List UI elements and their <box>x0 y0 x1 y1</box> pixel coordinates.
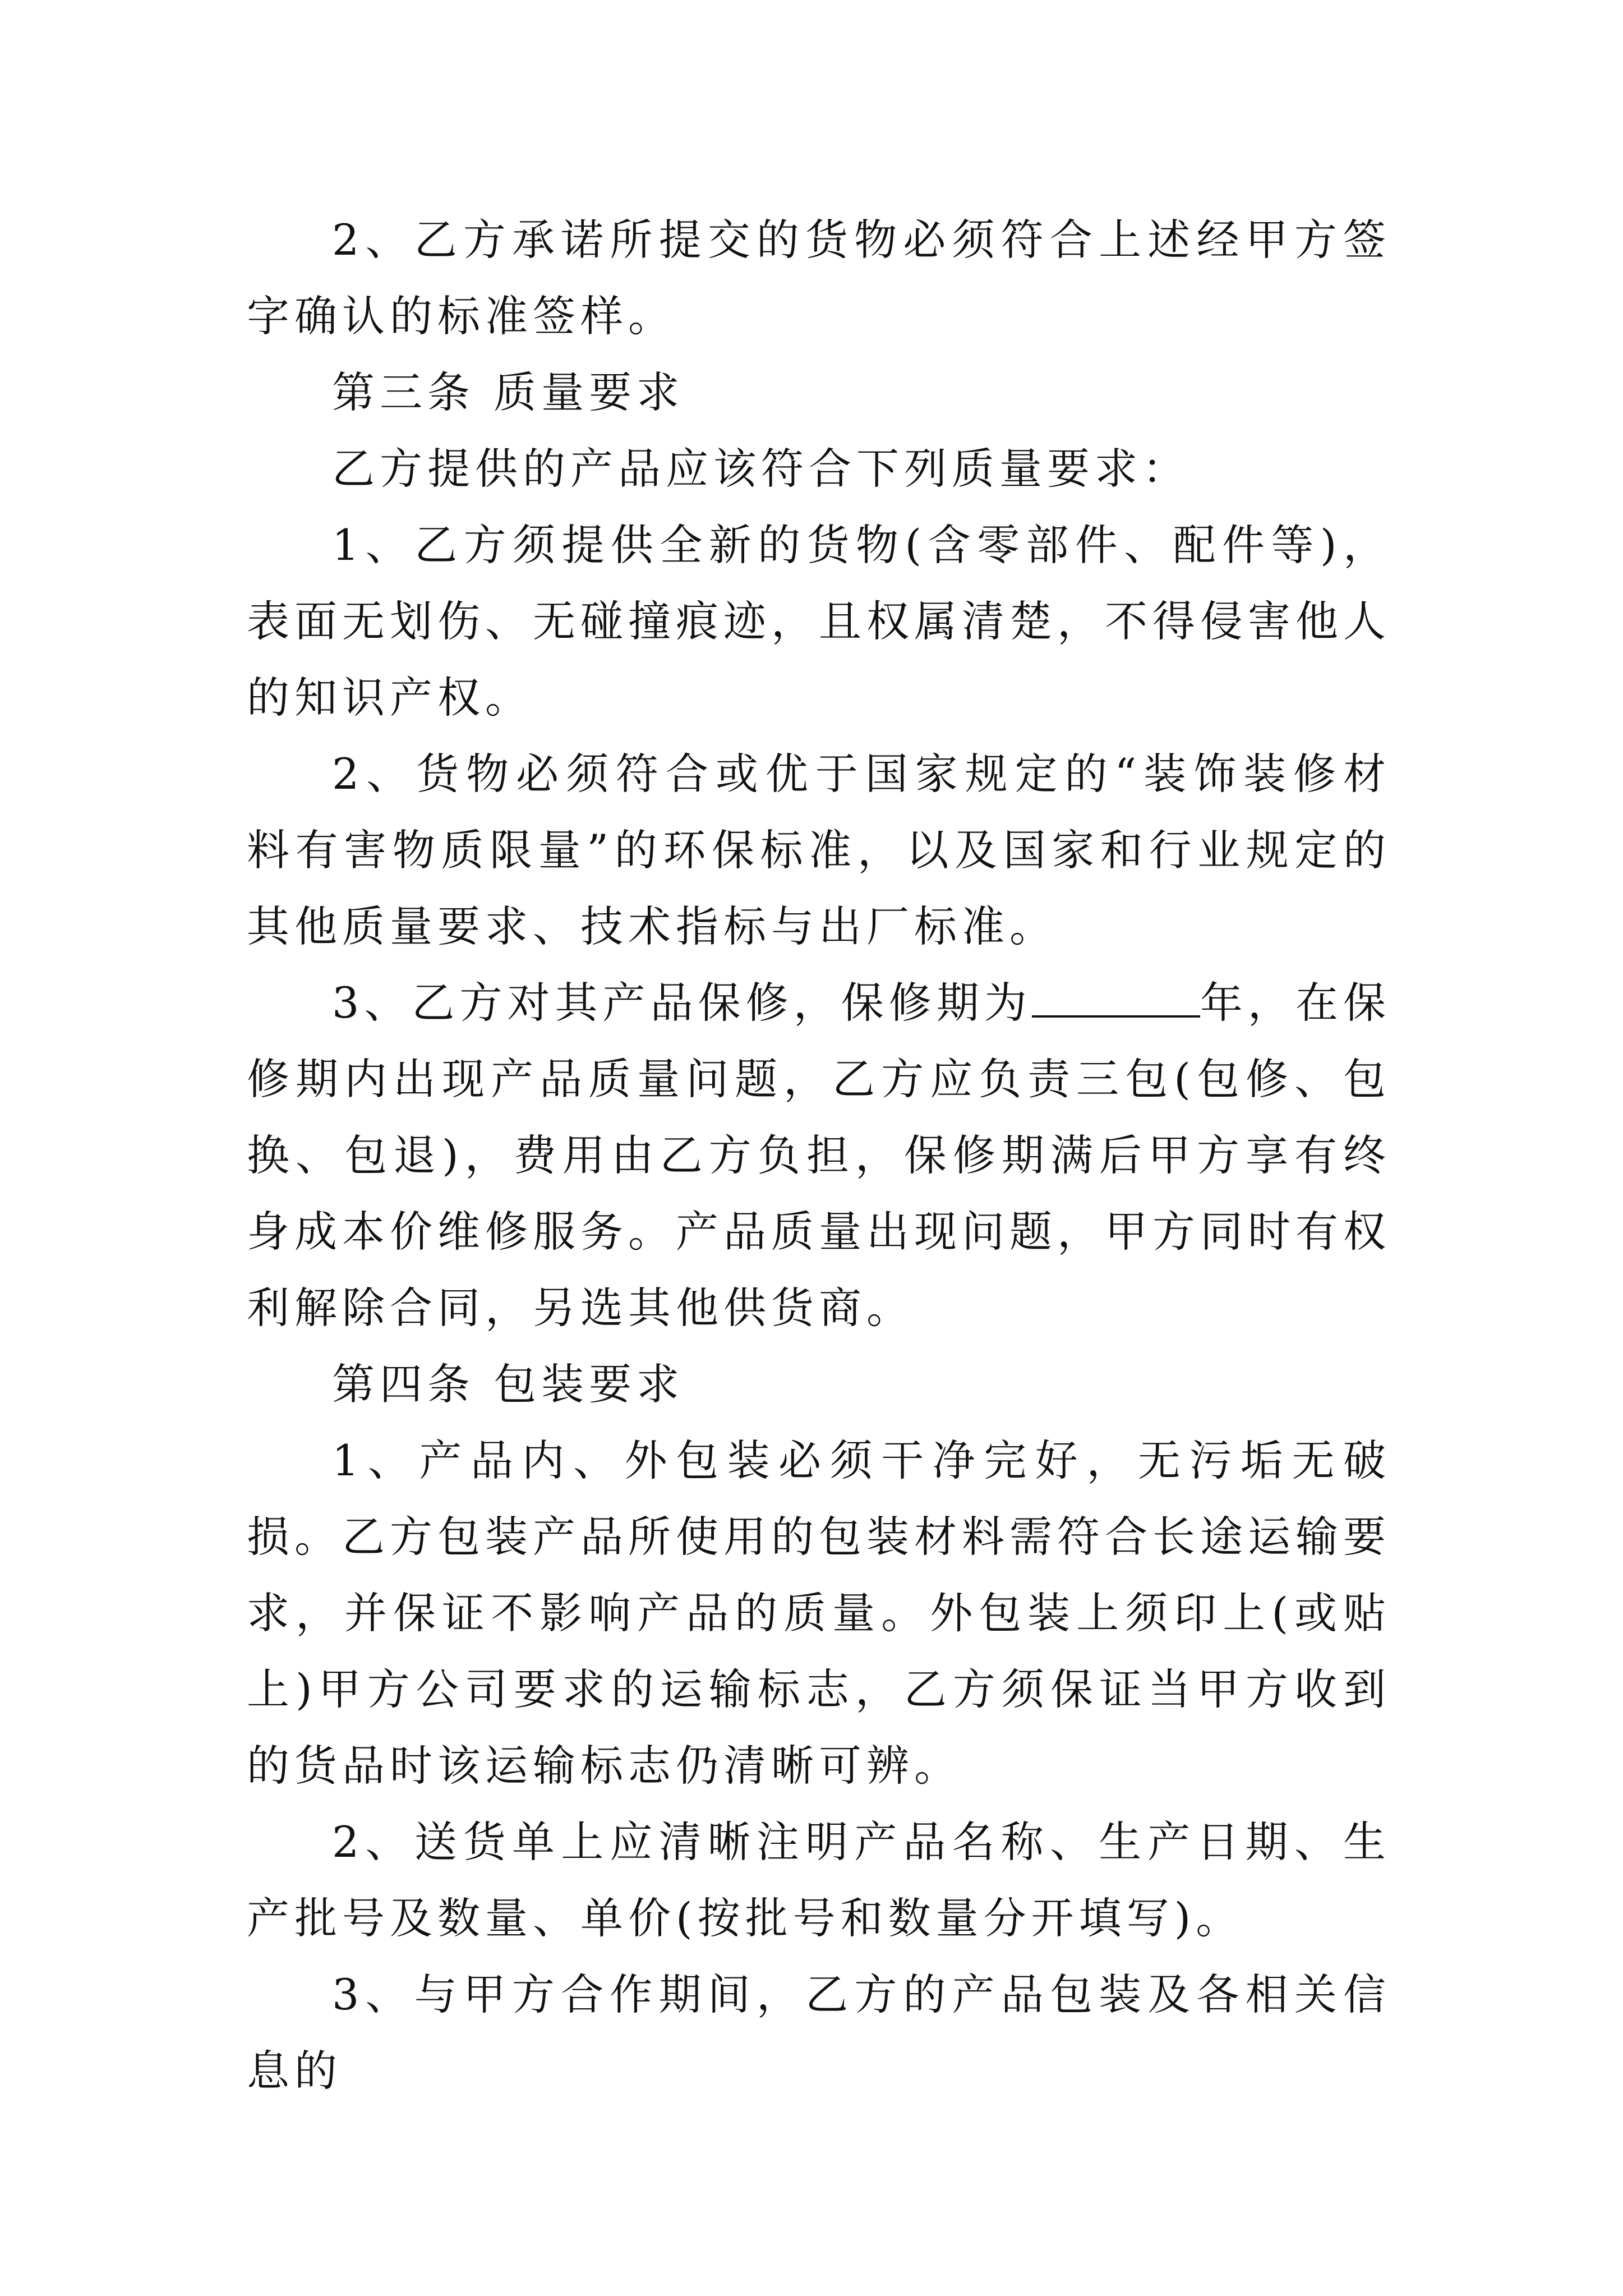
paragraph-packaging-3: 3、与甲方合作期间，乙方的产品包装及各相关信息的 <box>247 1970 1391 2096</box>
paragraph-quality-intro: 乙方提供的产品应该符合下列质量要求： <box>332 444 1190 494</box>
document-page <box>247 202 1391 2109</box>
paragraph-quality-2: 2、货物必须符合或优于国家规定的“装饰装修材料有害物质限量”的环保标准，以及国家和行业规定的其他质量要求、技术指标与出厂标准。 <box>247 749 1391 951</box>
warranty-text-before: 3、乙方对其产品保修，保修期为 <box>332 978 1032 1028</box>
warranty-text-after: 年，在保修期内出现产品质量问题，乙方应负责三包(包修、包换、包退)，费用由乙方负担，保修期满后甲方享有终身成本价维修服务。产品质量出现问题，甲方同时有权利解除合同，另选其他供货商。 <box>247 978 1391 1333</box>
heading-article-4: 第四条 包装要求 <box>332 1359 685 1409</box>
paragraph-quality-1: 1、乙方须提供全新的货物(含零部件、配件等)，表面无划伤、无碰撞痕迹，且权属清楚，不得侵害他人的知识产权。 <box>247 520 1391 723</box>
paragraph-clause-2-commitment: 2、乙方承诺所提交的货物必须符合上述经甲方签字确认的标准签样。 <box>247 215 1391 341</box>
paragraph-packaging-1: 1、产品内、外包装必须干净完好，无污垢无破损。乙方包装产品所使用的包装材料需符合长途运输要求，并保证不影响产品的质量。外包装上须印上(或贴上)甲方公司要求的运输标志，乙方须保证当甲方收到的货品时该运输标志仍清晰可辨。 <box>247 1435 1391 1791</box>
paragraph-packaging-2: 2、送货单上应清晰注明产品名称、生产日期、生产批号及数量、单价(按批号和数量分开填写)。 <box>247 1817 1391 1943</box>
warranty-period-blank <box>1032 976 1200 1018</box>
paragraph-quality-3 <box>247 965 1391 1346</box>
heading-article-3: 第三条 质量要求 <box>332 367 685 417</box>
